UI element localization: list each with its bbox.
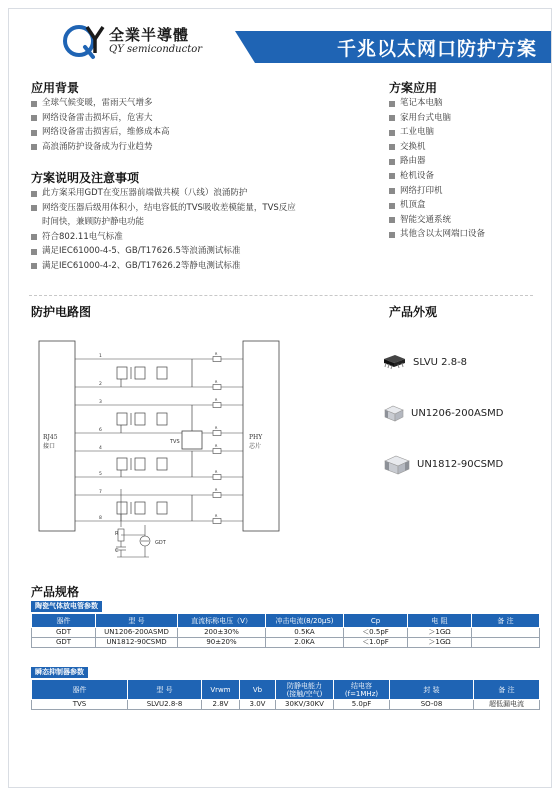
resistor-label: R [215,426,218,430]
smd-gdt-small-icon [383,404,405,422]
column-header: 器件 [32,614,96,628]
gdt-label: GDT [155,540,166,546]
section-heading-appearance: 产品外观 [389,305,438,319]
section-heading-background: 应用背景 [31,81,80,95]
column-header: 型 号 [128,680,202,700]
phy-label: PHY [249,434,263,441]
title-banner [255,31,552,63]
list-item: 其他含以太网端口设备 [389,227,485,242]
transformer-secondary [135,502,145,514]
series-resistor [213,431,221,436]
list-item: 网络打印机 [389,184,485,199]
bullet-square-icon [31,144,37,150]
product-name: UN1206-200ASMD [411,407,504,419]
gdt-table-tag: 陶瓷气体放电管参数 [31,601,102,612]
list-item: 满足IEC61000-4-2、GB/T17626.2等静电测试标准 [31,259,296,274]
list-item: 家用台式电脑 [389,111,485,126]
pin-number: 1 [99,354,102,359]
series-resistor [213,385,221,390]
bullet-square-icon [31,263,37,269]
pin-number: 6 [99,428,102,433]
brand-name-en: QY semiconductor [109,44,203,55]
pin-number: 3 [99,400,102,405]
list-item: 路由器 [389,154,485,169]
column-header: Vrwm [202,680,240,700]
transformer-secondary [135,458,145,470]
common-mode-choke [157,502,167,514]
section-heading-specs: 产品规格 [31,585,80,599]
table-header-row [32,680,540,700]
column-header: 防静电能力 (接触/空气) [276,680,334,700]
page-title: 千兆以太网口防护方案 [336,38,537,60]
bullet-square-icon [389,232,395,238]
brand-name-cn: 全業半導體 [109,26,190,44]
product-slvu [381,354,467,370]
table-row: GDT UN1206-200ASMD 200±30% 0.5KA ＜0.5pF ＞1GΩ [32,628,540,638]
pin-number: 7 [99,490,102,495]
product-un1812 [383,453,503,475]
bullet-square-icon [389,130,395,136]
list-item: 笔记本电脑 [389,96,485,111]
list-item: 满足IEC61000-4-5、GB/T17626.5等浪涌测试标准 [31,244,296,259]
section-heading-circuit: 防护电路图 [31,305,92,319]
bullet-square-icon [31,234,37,240]
pin-number: 4 [99,446,102,451]
resistor-label: R [215,380,218,384]
r-label: R [115,531,119,537]
transformer-primary [117,413,127,425]
transformer-secondary [135,413,145,425]
list-item: 网络设备雷击损坏后，危害大 [31,111,170,126]
product-un1206 [383,404,503,422]
column-header: 备 注 [472,614,540,628]
column-header: 电 阻 [408,614,472,628]
tvs-label: TVS [170,439,180,445]
column-header: 结电容 (f=1MHz) [334,680,390,700]
resistor-label: R [215,444,218,448]
transformer-primary [117,367,127,379]
bullet-square-icon [31,249,37,255]
series-resistor [213,403,221,408]
tvs-spec-table [31,679,540,710]
table-row: TVS SLVU2.8-8 2.8V 3.0V 30KV/30KV 5.0pF SO-08 超低漏电流 [32,700,540,710]
table-header-row [32,614,540,628]
datasheet-page [8,8,552,788]
pin-number: 2 [99,382,102,387]
protection-circuit-diagram [37,339,297,567]
common-mode-choke [157,367,167,379]
bullet-square-icon [389,144,395,150]
section-heading-applications: 方案应用 [389,81,438,95]
series-resistor [213,449,221,454]
smd-gdt-large-icon [383,453,411,475]
gdt-spec-table [31,613,540,648]
tvs-device [182,431,202,449]
list-item: 机顶盒 [389,198,485,213]
column-header: Vb [240,680,276,700]
bullet-square-icon [31,101,37,107]
rj45-label: RJ45 [43,434,58,441]
notes-list [31,186,296,274]
transformer-primary [117,502,127,514]
series-resistor [213,519,221,524]
bullet-square-icon [31,205,37,211]
list-item: 枪机设备 [389,169,485,184]
qy-logo-icon [63,21,107,61]
bullet-square-icon [389,173,395,179]
list-item: 网络变压器后级用体积小，结电容低的TVS吸收差模能量，TVS反应 [31,201,296,216]
list-item: 全球气候变暖，雷雨天气增多 [31,96,170,111]
resistor-label: R [215,398,218,402]
pin-number: 8 [99,516,102,521]
common-mode-choke [157,458,167,470]
list-item: 网络设备雷击损害后，维修成本高 [31,125,170,140]
bullet-square-icon [389,115,395,121]
product-name: SLVU 2.8-8 [413,356,468,368]
resistor-label: R [215,470,218,474]
bullet-square-icon [389,217,395,223]
list-item: 交换机 [389,140,485,155]
resistor-label: R [215,514,218,518]
bullet-square-icon [31,115,37,121]
rj45-sublabel: 接口 [43,443,56,450]
list-item-continuation: 时间快，兼顾防护静电功能 [42,217,145,228]
list-item: 工业电脑 [389,125,485,140]
c-label: C [115,548,119,554]
bullet-square-icon [389,159,395,165]
section-heading-notes: 方案说明及注意事项 [31,171,140,185]
resistor-label: R [215,488,218,492]
column-header: Cp [344,614,408,628]
column-header: 备 注 [474,680,540,700]
bullet-square-icon [389,188,395,194]
applications-list [389,96,485,242]
column-header: 封 装 [390,680,474,700]
transformer-primary [117,458,127,470]
bullet-square-icon [389,101,395,107]
pin-number: 5 [99,472,102,477]
list-item: 符合802.11电气标准 [31,230,296,245]
table-row: GDT UN1812-90CSMD 90±20% 2.0KA ＜1.0pF ＞1GΩ [32,638,540,648]
tvs-table-tag: 瞬态抑制器参数 [31,667,88,678]
resistor-label: R [215,352,218,356]
list-item: 高浪涌防护设备成为行业趋势 [31,140,170,155]
common-mode-choke [157,413,167,425]
bullet-square-icon [389,203,395,209]
bullet-square-icon [31,191,37,197]
section-divider [29,295,533,296]
product-name: UN1812-90CSMD [417,458,504,470]
column-header: 冲击电流(8/20μS) [266,614,344,628]
series-resistor [213,493,221,498]
phy-sublabel: 芯片 [249,443,262,450]
column-header: 器件 [32,680,128,700]
bullet-square-icon [31,130,37,136]
header [9,9,552,73]
transformer-secondary [135,367,145,379]
background-list [31,96,170,154]
so8-package-icon [381,354,407,370]
list-item: 智能交通系统 [389,213,485,228]
series-resistor [213,475,221,480]
series-resistor [213,357,221,362]
column-header: 直流标称电压（V） [178,614,266,628]
column-header: 型 号 [96,614,178,628]
list-item: 此方案采用GDT在变压器前端做共模（八线）浪涌防护 [31,186,296,201]
